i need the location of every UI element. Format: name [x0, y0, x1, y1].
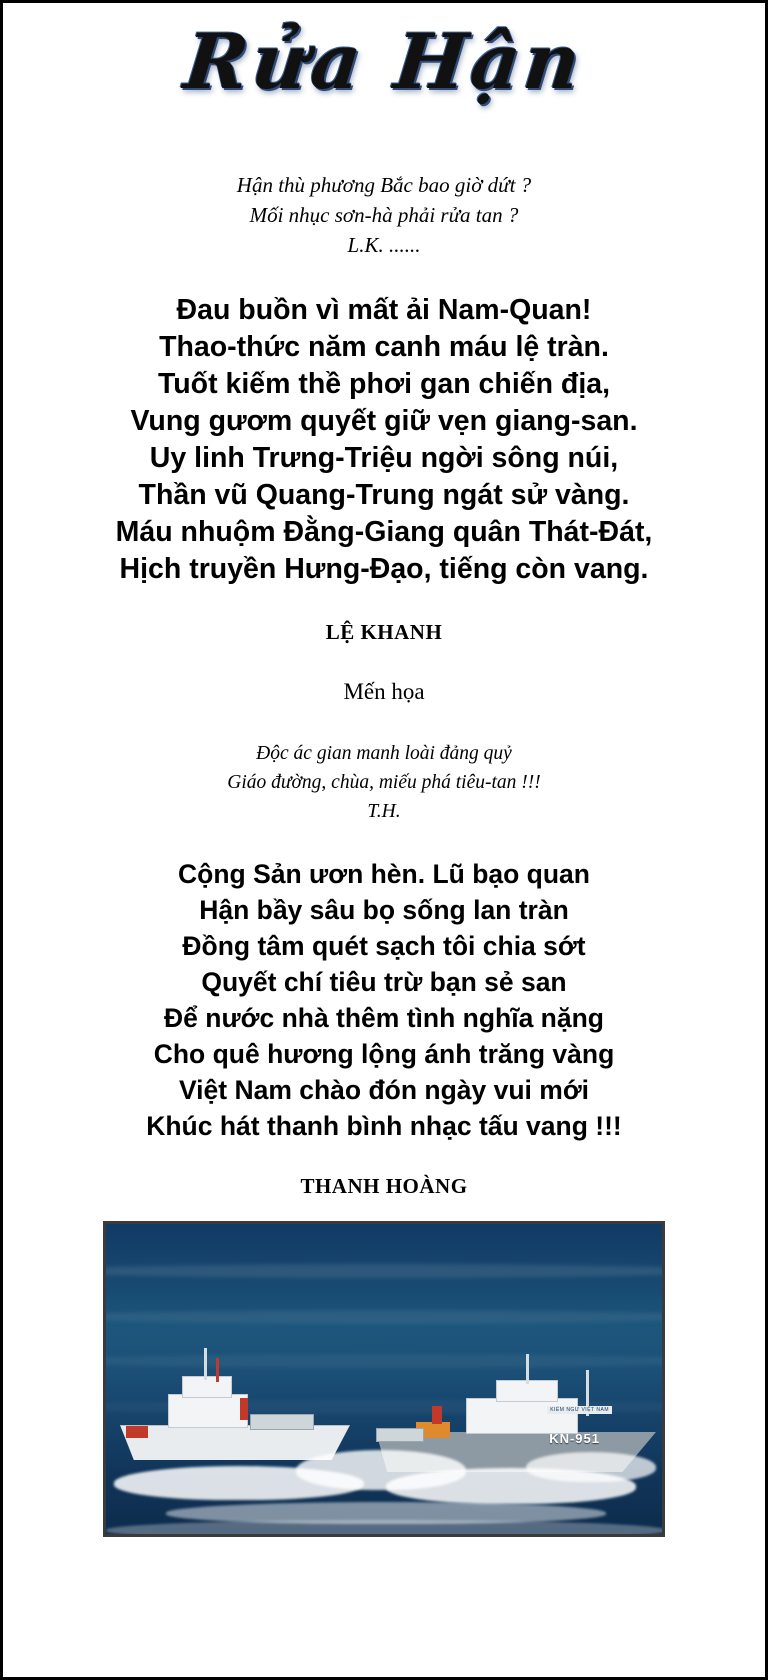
poem-primary-line-1: Đau buồn vì mất ải Nam-Quan!	[176, 294, 592, 326]
poem-secondary-line-4: Quyết chí tiêu trừ bạn sẻ san	[201, 967, 567, 997]
poem-secondary-line-1: Cộng Sản ươn hèn. Lũ bạo quan	[178, 859, 590, 889]
poem-secondary-line-3: Đồng tâm quét sạch tôi chia sớt	[182, 931, 586, 961]
poem-secondary-line-6: Cho quê hương lộng ánh trăng vàng	[153, 1039, 615, 1069]
poem-primary-line-6: Thần vũ Quang-Trung ngát sử vàng.	[138, 479, 630, 511]
title-banner	[6, 6, 762, 124]
poem-primary-line-4: Vung gươm quyết giữ vẹn giang-san.	[130, 405, 638, 437]
poem-primary-line-7: Máu nhuộm Đằng-Giang quân Thát-Đát,	[115, 516, 653, 548]
page-title: Rửa Hận	[180, 17, 588, 106]
poem-primary-author: LỆ KHANH	[325, 620, 443, 644]
ship-white	[120, 1364, 350, 1460]
epigraph-first-signature: L.K. ......	[347, 233, 421, 257]
poem-primary-line-8: Hịch truyền Hưng-Đạo, tiếng còn vang.	[119, 553, 649, 585]
poem-primary-line-2: Thao-thức năm canh máu lệ tràn.	[159, 331, 609, 363]
epigraph-first-line-1: Hận thù phương Bắc bao giờ dứt ?	[236, 173, 532, 197]
epigraph-second-line-2: Giáo đường, chùa, miếu phá tiêu-tan !!!	[227, 772, 541, 793]
epigraph-second-signature: T.H.	[367, 801, 401, 822]
poem-secondary-line-5: Để nước nhà thêm tình nghĩa nặng	[164, 1003, 604, 1033]
ship-hull-number: KN-951	[549, 1431, 600, 1446]
poem-secondary-line-2: Hận bầy sâu bọ sống lan tràn	[199, 895, 569, 925]
epigraph-first-line-2: Mối nhục sơn-hà phải rửa tan ?	[249, 203, 519, 227]
sea-photo	[106, 1224, 662, 1534]
poem-primary	[6, 292, 762, 588]
poem-secondary-line-7: Việt Nam chào đón ngày vui mới	[178, 1075, 590, 1105]
poem-secondary-line-8: Khúc hát thanh bình nhạc tấu vang !!!	[146, 1111, 622, 1141]
document-inner	[6, 6, 762, 1674]
photo-frame	[103, 1221, 665, 1537]
poem-primary-line-5: Uy linh Trưng-Triệu ngời sông núi,	[149, 442, 619, 474]
epigraph-second	[6, 739, 762, 826]
response-note: Mến họa	[343, 679, 425, 704]
epigraph-second-line-1: Độc ác gian manh loài đảng quỷ	[256, 743, 512, 764]
poem-secondary-author: THANH HOÀNG	[300, 1174, 468, 1198]
epigraph-first	[6, 170, 762, 260]
ship-name-plate: KIỂM NGƯ VIỆT NAM	[547, 1406, 612, 1414]
poem-primary-line-3: Tuốt kiếm thề phơi gan chiến địa,	[157, 368, 611, 400]
poem-secondary	[6, 856, 762, 1144]
